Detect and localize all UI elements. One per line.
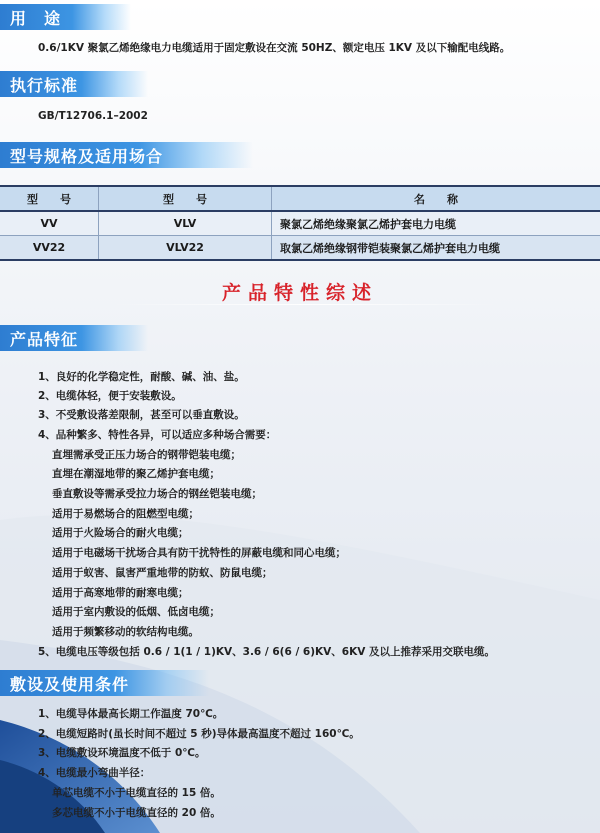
overview-divider bbox=[110, 304, 500, 305]
table-row bbox=[0, 211, 600, 236]
standard-text: GB/T12706.1–2002 bbox=[38, 110, 148, 122]
list-item: 4、品种繁多、特性各异，可以适应多种场合需要： bbox=[38, 429, 277, 441]
list-item: 3、不受敷设落差限制，甚至可以垂直敷设。 bbox=[38, 409, 245, 421]
list-item: 直埋在潮湿地带的聚乙烯护套电缆； bbox=[52, 468, 220, 480]
cell-name: 取氯乙烯绝缘钢带铠装聚氯乙烯护套电力电缆 bbox=[272, 236, 600, 261]
overview-title: 产品特性综述 bbox=[221, 282, 378, 304]
cell-model-1: VV bbox=[0, 211, 99, 236]
overview-title-wrap bbox=[0, 278, 600, 305]
usage-section-header bbox=[0, 4, 131, 30]
list-item: 1、良好的化学稳定性，耐酸、碱、油、盐。 bbox=[38, 371, 245, 383]
features-section-header bbox=[0, 325, 148, 351]
standard-title: 执行标准 bbox=[0, 71, 148, 97]
list-item: 2、电缆体轻，便于安装敷设。 bbox=[38, 390, 182, 402]
features-title: 产品特征 bbox=[0, 325, 148, 351]
list-item: 适用于蚁害、鼠害严重地带的防蚁、防鼠电缆； bbox=[52, 567, 273, 579]
list-item: 适用于易燃场合的阻燃型电缆； bbox=[52, 508, 199, 520]
cell-name: 聚氯乙烯绝缘聚氯乙烯护套电力电缆 bbox=[272, 211, 600, 236]
list-item: 1、电缆导体最高长期工作温度 70℃。 bbox=[38, 708, 224, 720]
table-header-row bbox=[0, 186, 600, 211]
list-item: 单芯电缆不小于电缆直径的 15 倍。 bbox=[52, 787, 221, 799]
header-name: 名 称 bbox=[272, 186, 600, 211]
list-item: 适用于高寒地带的耐寒电缆； bbox=[52, 587, 189, 599]
list-item: 4、电缆最小弯曲半径： bbox=[38, 767, 151, 779]
list-item: 适用于室内敷设的低烟、低卤电缆； bbox=[52, 606, 220, 618]
list-item: 垂直敷设等需承受拉力场合的钢丝铠装电缆； bbox=[52, 488, 262, 500]
list-item: 适用于火险场合的耐火电缆； bbox=[52, 527, 189, 539]
model-spec-table bbox=[0, 185, 600, 261]
list-item: 适用于电磁场干扰场合具有防干扰特性的屏蔽电缆和同心电缆； bbox=[52, 547, 346, 559]
list-item: 直埋需承受正压力场合的钢带铠装电缆； bbox=[52, 449, 241, 461]
installation-title: 敷设及使用条件 bbox=[0, 670, 209, 696]
table-row bbox=[0, 236, 600, 261]
usage-title: 用 途 bbox=[0, 4, 131, 30]
models-section-header bbox=[0, 142, 253, 168]
list-item: 5、电缆电压等级包括 0.6 / 1(1 / 1)KV、3.6 / 6(6 / 6)KV、6KV 及以上推荐采用交联电缆。 bbox=[38, 646, 496, 658]
list-item: 多芯电缆不小于电缆直径的 20 倍。 bbox=[52, 807, 221, 819]
standard-section-header bbox=[0, 71, 148, 97]
header-model-2: 型 号 bbox=[99, 186, 272, 211]
cell-model-2: VLV bbox=[99, 211, 272, 236]
installation-section-header bbox=[0, 670, 209, 696]
list-item: 2、电缆短路时(虽长时间不超过 5 秒)导体最高温度不超过 160℃。 bbox=[38, 728, 360, 740]
usage-text: 0.6/1KV 聚氯乙烯绝缘电力电缆适用于固定敷设在交流 50HZ、额定电压 1KV 及以下输配电线路。 bbox=[38, 42, 511, 54]
models-title: 型号规格及适用场合 bbox=[0, 142, 253, 168]
cell-model-1: VV22 bbox=[0, 236, 99, 261]
list-item: 适用于频繁移动的软结构电缆。 bbox=[52, 626, 199, 638]
cell-model-2: VLV22 bbox=[99, 236, 272, 261]
header-model-1: 型 号 bbox=[0, 186, 99, 211]
list-item: 3、电缆敷设环境温度不低于 0℃。 bbox=[38, 747, 206, 759]
